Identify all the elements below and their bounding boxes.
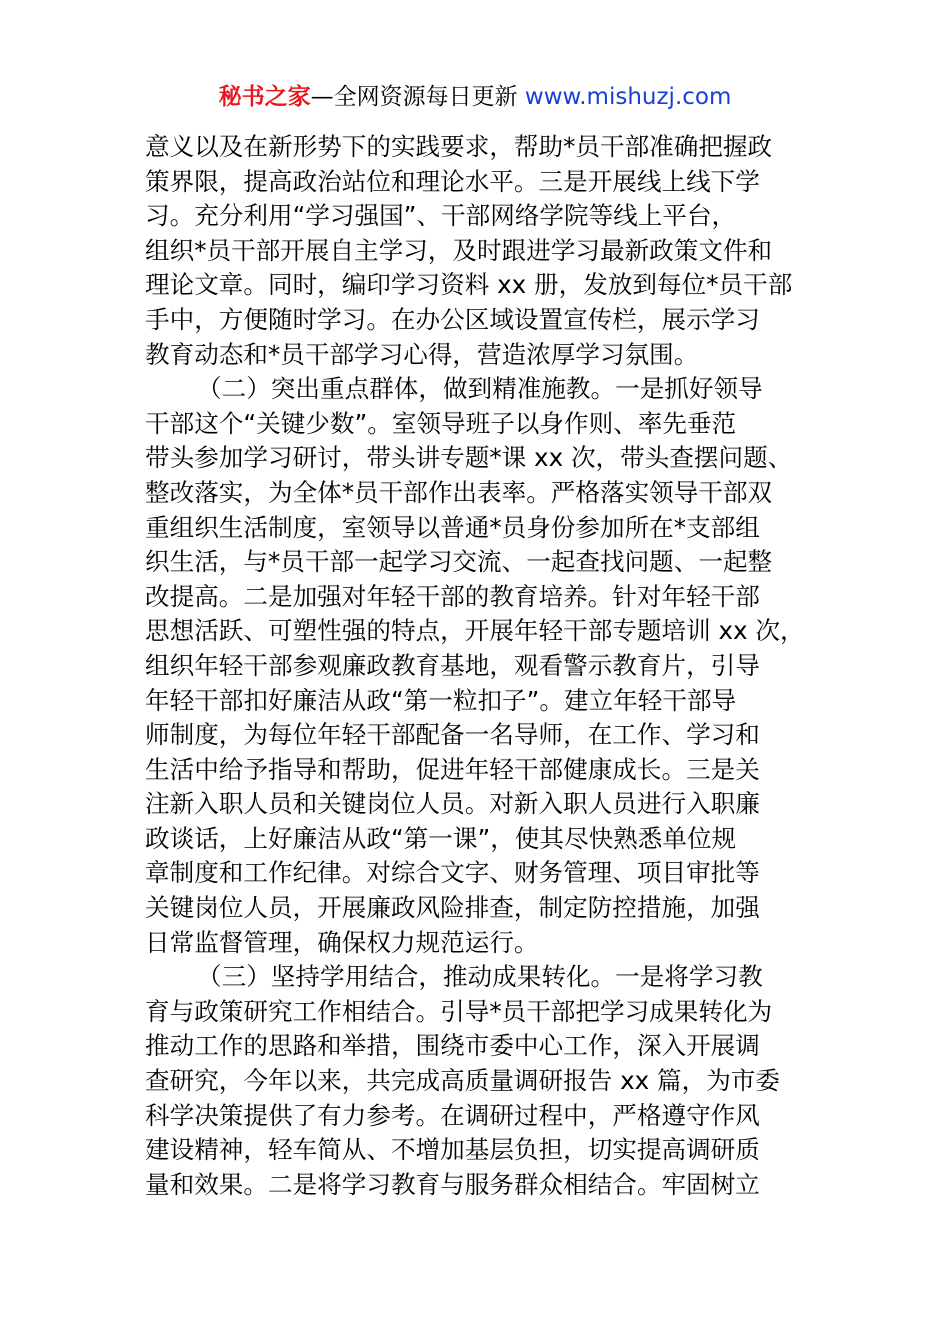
text-line: 章制度和工作纪律。对综合文字、财务管理、项目审批等 [145,858,760,888]
text-line: 注新入职人员和关键岗位人员。对新入职人员进行入职廉 [145,789,760,819]
text-line: 理论文章。同时，编印学习资料 xx 册，发放到每位*员干部 [145,270,793,300]
text-line: 带头参加学习研讨，带头讲专题*课 xx 次，带头查摆问题、 [145,443,793,473]
text-line: 织生活，与*员干部一起学习交流、一起查找问题、一起整 [145,547,773,577]
text-line: 意义以及在新形势下的实践要求，帮助*员干部准确把握政 [145,132,773,161]
text-line: 重组织生活制度，室领导以普通*员身份参加所在*支部组 [145,512,760,542]
text-line: 年轻干部扣好廉洁从政“第一粒扣子”。建立年轻干部导 [145,685,737,715]
text-line: 建设精神，轻车简从、不增加基层负担，切实提高调研质 [145,1135,760,1165]
text-line: 改提高。二是加强对年轻干部的教育培养。针对年轻干部 [145,581,760,611]
text-line: 生活中给予指导和帮助，促进年轻干部健康成长。三是关 [145,754,760,784]
text-line: 师制度，为每位年轻干部配备一名导师，在工作、学习和 [145,720,760,750]
section-heading-line: （二）突出重点群体，做到精准施教。一是抓好领导 [197,374,763,404]
site-header [0,80,950,114]
text-line: 策界限，提高政治站位和理论水平。三是开展线上线下学 [145,166,760,196]
text-line: 干部这个“关键少数”。室领导班子以身作则、率先垂范 [145,408,737,438]
text-line: 习。充分利用“学习强国”、干部网络学院等线上平台， [145,201,737,231]
text-line: 教育动态和*员干部学习心得，营造浓厚学习氛围。 [145,339,699,369]
site-url-link[interactable]: www.mishuzj.com [524,84,732,110]
text-line: 思想活跃、可塑性强的特点，开展年轻干部专题培训 xx 次， [145,616,805,646]
site-brand: 秘书之家 [218,84,311,110]
text-line: 组织年轻干部参观廉政教育基地，观看警示教育片，引导 [145,650,760,680]
text-line: 政谈话，上好廉洁从政“第一课”，使其尽快熟悉单位规 [145,823,737,853]
text-line: 育与政策研究工作相结合。引导*员干部把学习成果转化为 [145,996,773,1026]
text-line: 查研究，今年以来，共完成高质量调研报告 xx 篇，为市委 [145,1066,780,1096]
text-line: 推动工作的思路和举措，围绕市委中心工作，深入开展调 [145,1031,760,1061]
section-heading-line: （三）坚持学用结合，推动成果转化。一是将学习教 [197,962,763,992]
document-body [145,130,815,1202]
text-line: 日常监督管理，确保权力规范运行。 [145,927,539,957]
text-line: 量和效果。二是将学习教育与服务群众相结合。牢固树立 [145,1169,760,1199]
text-line: 组织*员干部开展自主学习，及时跟进学习最新政策文件和 [145,235,773,265]
text-line: 手中，方便随时学习。在办公区域设置宣传栏，展示学习 [145,304,760,334]
site-tagline: —全网资源每日更新 [310,84,525,110]
text-line: 科学决策提供了有力参考。在调研过程中，严格遵守作风 [145,1100,760,1130]
text-line: 关键岗位人员，开展廉政风险排查，制定防控措施，加强 [145,893,760,923]
text-line: 整改落实，为全体*员干部作出表率。严格落实领导干部双 [145,477,773,507]
